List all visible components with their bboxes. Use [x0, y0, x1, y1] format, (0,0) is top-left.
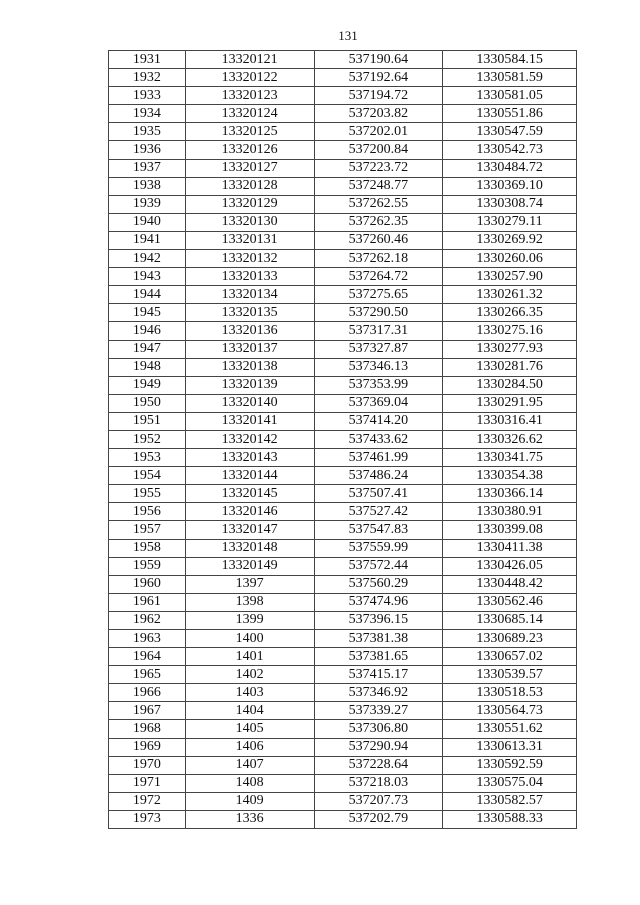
- table-row: [109, 304, 577, 322]
- id-cell: 1403: [185, 684, 314, 702]
- point-number-cell: 1954: [109, 467, 186, 485]
- table-row: [109, 376, 577, 394]
- y-coordinate-cell: 1330581.59: [443, 69, 577, 87]
- y-coordinate-cell: 1330613.31: [443, 738, 577, 756]
- id-cell: 13320136: [185, 322, 314, 340]
- point-number-cell: 1943: [109, 268, 186, 286]
- point-number-cell: 1939: [109, 195, 186, 213]
- x-coordinate-cell: 537248.77: [314, 177, 443, 195]
- table-row: [109, 557, 577, 575]
- table-row: [109, 720, 577, 738]
- point-number-cell: 1931: [109, 51, 186, 69]
- point-number-cell: 1966: [109, 684, 186, 702]
- table-row: [109, 159, 577, 177]
- point-number-cell: 1945: [109, 304, 186, 322]
- x-coordinate-cell: 537192.64: [314, 69, 443, 87]
- x-coordinate-cell: 537346.13: [314, 358, 443, 376]
- x-coordinate-cell: 537486.24: [314, 467, 443, 485]
- point-number-cell: 1960: [109, 575, 186, 593]
- id-cell: 13320147: [185, 521, 314, 539]
- x-coordinate-cell: 537547.83: [314, 521, 443, 539]
- id-cell: 13320128: [185, 177, 314, 195]
- y-coordinate-cell: 1330380.91: [443, 503, 577, 521]
- point-number-cell: 1955: [109, 485, 186, 503]
- table-row: [109, 684, 577, 702]
- y-coordinate-cell: 1330562.46: [443, 593, 577, 611]
- id-cell: 1405: [185, 720, 314, 738]
- point-number-cell: 1952: [109, 430, 186, 448]
- id-cell: 1407: [185, 756, 314, 774]
- x-coordinate-cell: 537415.17: [314, 666, 443, 684]
- x-coordinate-cell: 537202.01: [314, 123, 443, 141]
- table-row: [109, 177, 577, 195]
- id-cell: 13320139: [185, 376, 314, 394]
- y-coordinate-cell: 1330685.14: [443, 611, 577, 629]
- x-coordinate-cell: 537572.44: [314, 557, 443, 575]
- y-coordinate-cell: 1330257.90: [443, 268, 577, 286]
- y-coordinate-cell: 1330354.38: [443, 467, 577, 485]
- x-coordinate-cell: 537353.99: [314, 376, 443, 394]
- point-number-cell: 1965: [109, 666, 186, 684]
- point-number-cell: 1958: [109, 539, 186, 557]
- y-coordinate-cell: 1330275.16: [443, 322, 577, 340]
- x-coordinate-cell: 537474.96: [314, 593, 443, 611]
- point-number-cell: 1971: [109, 774, 186, 792]
- point-number-cell: 1949: [109, 376, 186, 394]
- y-coordinate-cell: 1330366.14: [443, 485, 577, 503]
- table-body: [109, 51, 577, 829]
- y-coordinate-cell: 1330308.74: [443, 195, 577, 213]
- table-row: [109, 630, 577, 648]
- table-row: [109, 467, 577, 485]
- id-cell: 13320124: [185, 105, 314, 123]
- id-cell: 13320127: [185, 159, 314, 177]
- id-cell: 13320129: [185, 195, 314, 213]
- x-coordinate-cell: 537396.15: [314, 611, 443, 629]
- point-number-cell: 1961: [109, 593, 186, 611]
- id-cell: 13320130: [185, 213, 314, 231]
- table-row: [109, 648, 577, 666]
- id-cell: 1398: [185, 593, 314, 611]
- point-number-cell: 1959: [109, 557, 186, 575]
- table-row: [109, 792, 577, 810]
- y-coordinate-cell: 1330564.73: [443, 702, 577, 720]
- y-coordinate-cell: 1330551.62: [443, 720, 577, 738]
- table-row: [109, 322, 577, 340]
- table-row: [109, 340, 577, 358]
- id-cell: 1406: [185, 738, 314, 756]
- point-number-cell: 1970: [109, 756, 186, 774]
- x-coordinate-cell: 537223.72: [314, 159, 443, 177]
- table-row: [109, 810, 577, 828]
- table-row: [109, 774, 577, 792]
- y-coordinate-cell: 1330399.08: [443, 521, 577, 539]
- x-coordinate-cell: 537559.99: [314, 539, 443, 557]
- y-coordinate-cell: 1330369.10: [443, 177, 577, 195]
- coordinates-table: [108, 50, 577, 829]
- point-number-cell: 1935: [109, 123, 186, 141]
- id-cell: 1402: [185, 666, 314, 684]
- table-row: [109, 611, 577, 629]
- x-coordinate-cell: 537264.72: [314, 268, 443, 286]
- table-row: [109, 141, 577, 159]
- id-cell: 13320143: [185, 449, 314, 467]
- point-number-cell: 1963: [109, 630, 186, 648]
- table-row: [109, 738, 577, 756]
- x-coordinate-cell: 537306.80: [314, 720, 443, 738]
- x-coordinate-cell: 537203.82: [314, 105, 443, 123]
- y-coordinate-cell: 1330277.93: [443, 340, 577, 358]
- id-cell: 13320123: [185, 87, 314, 105]
- x-coordinate-cell: 537339.27: [314, 702, 443, 720]
- x-coordinate-cell: 537290.50: [314, 304, 443, 322]
- x-coordinate-cell: 537218.03: [314, 774, 443, 792]
- id-cell: 13320149: [185, 557, 314, 575]
- id-cell: 1399: [185, 611, 314, 629]
- page-number: 131: [338, 28, 358, 43]
- point-number-cell: 1937: [109, 159, 186, 177]
- point-number-cell: 1941: [109, 231, 186, 249]
- id-cell: 1401: [185, 648, 314, 666]
- y-coordinate-cell: 1330551.86: [443, 105, 577, 123]
- point-number-cell: 1951: [109, 412, 186, 430]
- point-number-cell: 1956: [109, 503, 186, 521]
- y-coordinate-cell: 1330260.06: [443, 250, 577, 268]
- id-cell: 13320126: [185, 141, 314, 159]
- y-coordinate-cell: 1330411.38: [443, 539, 577, 557]
- x-coordinate-cell: 537194.72: [314, 87, 443, 105]
- point-number-cell: 1948: [109, 358, 186, 376]
- y-coordinate-cell: 1330581.05: [443, 87, 577, 105]
- id-cell: 13320146: [185, 503, 314, 521]
- table-row: [109, 87, 577, 105]
- x-coordinate-cell: 537262.18: [314, 250, 443, 268]
- id-cell: 13320133: [185, 268, 314, 286]
- x-coordinate-cell: 537260.46: [314, 231, 443, 249]
- y-coordinate-cell: 1330291.95: [443, 394, 577, 412]
- point-number-cell: 1972: [109, 792, 186, 810]
- table-row: [109, 231, 577, 249]
- point-number-cell: 1947: [109, 340, 186, 358]
- y-coordinate-cell: 1330261.32: [443, 286, 577, 304]
- table-row: [109, 105, 577, 123]
- point-number-cell: 1969: [109, 738, 186, 756]
- id-cell: 1400: [185, 630, 314, 648]
- y-coordinate-cell: 1330316.41: [443, 412, 577, 430]
- table-row: [109, 593, 577, 611]
- table-row: [109, 430, 577, 448]
- id-cell: 13320141: [185, 412, 314, 430]
- table-row: [109, 666, 577, 684]
- x-coordinate-cell: 537381.38: [314, 630, 443, 648]
- table-row: [109, 503, 577, 521]
- table-row: [109, 286, 577, 304]
- x-coordinate-cell: 537433.62: [314, 430, 443, 448]
- x-coordinate-cell: 537200.84: [314, 141, 443, 159]
- x-coordinate-cell: 537190.64: [314, 51, 443, 69]
- table-row: [109, 449, 577, 467]
- id-cell: 1408: [185, 774, 314, 792]
- x-coordinate-cell: 537381.65: [314, 648, 443, 666]
- table-row: [109, 394, 577, 412]
- point-number-cell: 1938: [109, 177, 186, 195]
- y-coordinate-cell: 1330542.73: [443, 141, 577, 159]
- id-cell: 1409: [185, 792, 314, 810]
- point-number-cell: 1936: [109, 141, 186, 159]
- y-coordinate-cell: 1330326.62: [443, 430, 577, 448]
- x-coordinate-cell: 537262.35: [314, 213, 443, 231]
- y-coordinate-cell: 1330588.33: [443, 810, 577, 828]
- x-coordinate-cell: 537560.29: [314, 575, 443, 593]
- point-number-cell: 1933: [109, 87, 186, 105]
- y-coordinate-cell: 1330547.59: [443, 123, 577, 141]
- id-cell: 13320132: [185, 250, 314, 268]
- table-row: [109, 195, 577, 213]
- id-cell: 13320134: [185, 286, 314, 304]
- y-coordinate-cell: 1330539.57: [443, 666, 577, 684]
- x-coordinate-cell: 537275.65: [314, 286, 443, 304]
- x-coordinate-cell: 537527.42: [314, 503, 443, 521]
- id-cell: 13320122: [185, 69, 314, 87]
- point-number-cell: 1968: [109, 720, 186, 738]
- y-coordinate-cell: 1330448.42: [443, 575, 577, 593]
- y-coordinate-cell: 1330279.11: [443, 213, 577, 231]
- y-coordinate-cell: 1330575.04: [443, 774, 577, 792]
- id-cell: 13320148: [185, 539, 314, 557]
- y-coordinate-cell: 1330269.92: [443, 231, 577, 249]
- table-row: [109, 268, 577, 286]
- table-row: [109, 539, 577, 557]
- point-number-cell: 1950: [109, 394, 186, 412]
- table-row: [109, 358, 577, 376]
- y-coordinate-cell: 1330341.75: [443, 449, 577, 467]
- table-row: [109, 575, 577, 593]
- x-coordinate-cell: 537317.31: [314, 322, 443, 340]
- point-number-cell: 1940: [109, 213, 186, 231]
- x-coordinate-cell: 537369.04: [314, 394, 443, 412]
- x-coordinate-cell: 537414.20: [314, 412, 443, 430]
- id-cell: 13320121: [185, 51, 314, 69]
- id-cell: 13320142: [185, 430, 314, 448]
- id-cell: 13320144: [185, 467, 314, 485]
- y-coordinate-cell: 1330284.50: [443, 376, 577, 394]
- y-coordinate-cell: 1330426.05: [443, 557, 577, 575]
- point-number-cell: 1957: [109, 521, 186, 539]
- point-number-cell: 1962: [109, 611, 186, 629]
- point-number-cell: 1967: [109, 702, 186, 720]
- y-coordinate-cell: 1330592.59: [443, 756, 577, 774]
- x-coordinate-cell: 537290.94: [314, 738, 443, 756]
- table-row: [109, 250, 577, 268]
- id-cell: 13320138: [185, 358, 314, 376]
- id-cell: 1336: [185, 810, 314, 828]
- point-number-cell: 1946: [109, 322, 186, 340]
- id-cell: 1404: [185, 702, 314, 720]
- point-number-cell: 1944: [109, 286, 186, 304]
- table-row: [109, 51, 577, 69]
- y-coordinate-cell: 1330689.23: [443, 630, 577, 648]
- point-number-cell: 1953: [109, 449, 186, 467]
- table-row: [109, 213, 577, 231]
- id-cell: 1397: [185, 575, 314, 593]
- id-cell: 13320125: [185, 123, 314, 141]
- y-coordinate-cell: 1330582.57: [443, 792, 577, 810]
- id-cell: 13320145: [185, 485, 314, 503]
- x-coordinate-cell: 537228.64: [314, 756, 443, 774]
- x-coordinate-cell: 537461.99: [314, 449, 443, 467]
- id-cell: 13320140: [185, 394, 314, 412]
- y-coordinate-cell: 1330484.72: [443, 159, 577, 177]
- x-coordinate-cell: 537207.73: [314, 792, 443, 810]
- table-row: [109, 756, 577, 774]
- x-coordinate-cell: 537346.92: [314, 684, 443, 702]
- table-row: [109, 521, 577, 539]
- x-coordinate-cell: 537202.79: [314, 810, 443, 828]
- y-coordinate-cell: 1330657.02: [443, 648, 577, 666]
- y-coordinate-cell: 1330266.35: [443, 304, 577, 322]
- y-coordinate-cell: 1330518.53: [443, 684, 577, 702]
- table-row: [109, 485, 577, 503]
- id-cell: 13320137: [185, 340, 314, 358]
- id-cell: 13320131: [185, 231, 314, 249]
- point-number-cell: 1973: [109, 810, 186, 828]
- x-coordinate-cell: 537507.41: [314, 485, 443, 503]
- table-row: [109, 412, 577, 430]
- y-coordinate-cell: 1330584.15: [443, 51, 577, 69]
- point-number-cell: 1934: [109, 105, 186, 123]
- y-coordinate-cell: 1330281.76: [443, 358, 577, 376]
- x-coordinate-cell: 537262.55: [314, 195, 443, 213]
- x-coordinate-cell: 537327.87: [314, 340, 443, 358]
- table-row: [109, 702, 577, 720]
- table-row: [109, 123, 577, 141]
- point-number-cell: 1932: [109, 69, 186, 87]
- point-number-cell: 1942: [109, 250, 186, 268]
- point-number-cell: 1964: [109, 648, 186, 666]
- table-row: [109, 69, 577, 87]
- id-cell: 13320135: [185, 304, 314, 322]
